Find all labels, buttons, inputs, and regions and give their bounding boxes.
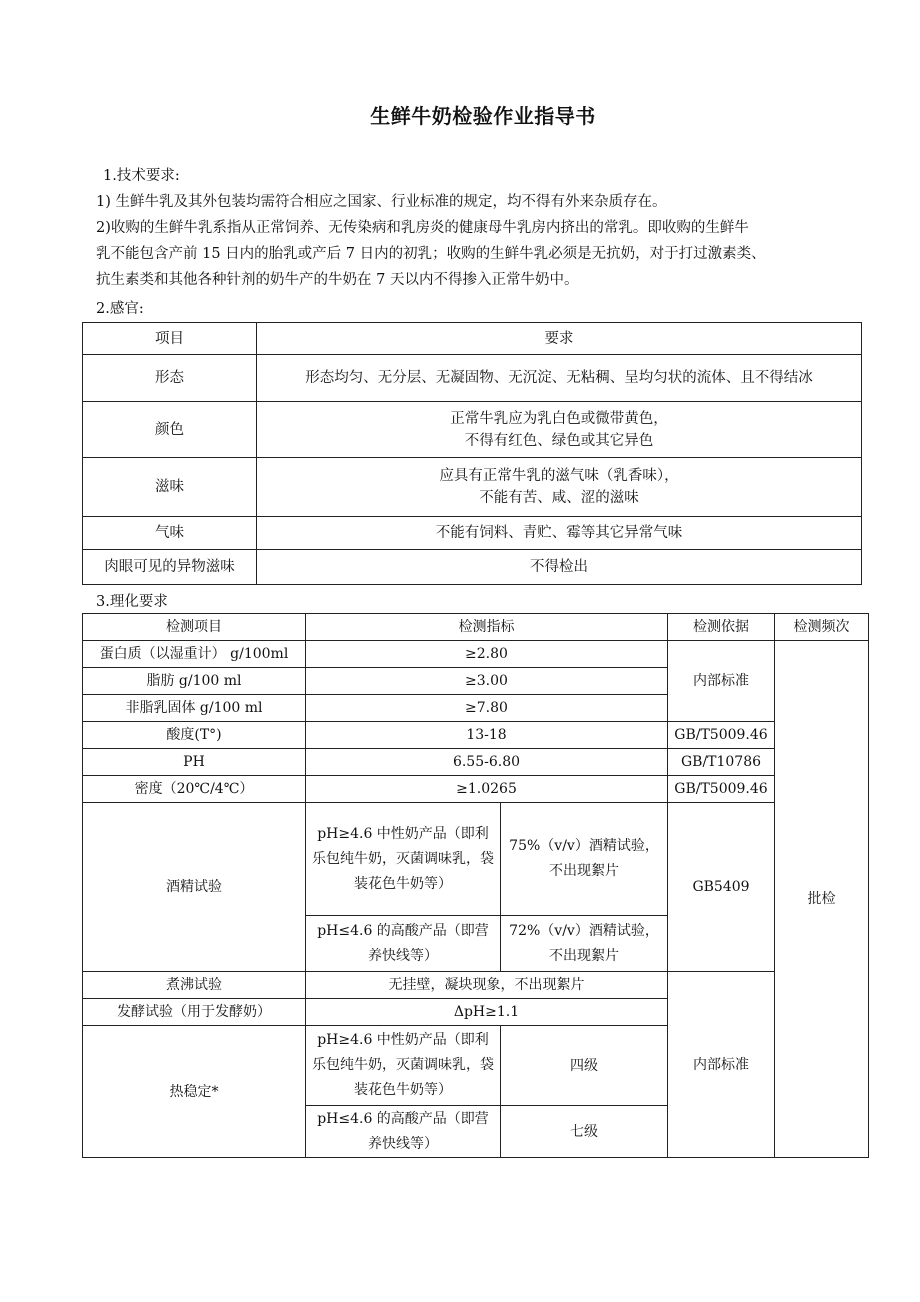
heat-neutral-product: pH≥4.6 中性奶产品（即利乐包纯牛奶，灭菌调味乳，袋装花色牛奶等）	[306, 1026, 501, 1106]
index-density: ≥1.0265	[306, 776, 668, 803]
sensory-item: 肉眼可见的异物滋味	[83, 550, 257, 585]
section1-heading: 1.技术要求:	[103, 168, 180, 184]
requirement-paragraph-2-line1: 2)收购的生鲜牛乳系指从正常饲养、无传染病和乳房炎的健康母牛乳房内挤出的常乳。即收购的生鲜牛	[96, 220, 749, 236]
basis-alcohol: GB5409	[668, 803, 775, 972]
sensory-row-form	[83, 355, 862, 402]
alcohol-acid-product: pH≤4.6 的高酸产品（即营养快线等）	[306, 916, 501, 972]
sensory-header-row	[83, 323, 862, 355]
sensory-item: 气味	[83, 517, 257, 550]
item-protein: 蛋白质（以湿重计） g/100ml	[83, 641, 306, 668]
basis-acidity: GB/T5009.46	[668, 722, 775, 749]
sensory-item: 形态	[83, 355, 257, 402]
index-acidity: 13-18	[306, 722, 668, 749]
basis-density: GB/T5009.46	[668, 776, 775, 803]
sensory-req-line: 正常牛乳应为乳白色或微带黄色，	[450, 410, 668, 427]
row-density	[83, 776, 869, 803]
header-basis: 检测依据	[668, 614, 775, 641]
sensory-table	[82, 322, 862, 585]
item-ferment: 发酵试验（用于发酵奶）	[83, 999, 306, 1026]
row-boiling	[83, 972, 869, 999]
index-ferment: ΔpH≥1.1	[306, 999, 668, 1026]
heat-acid-requirement: 七级	[501, 1106, 668, 1158]
header-item: 项目	[83, 323, 257, 355]
sensory-row-color	[83, 402, 862, 458]
alcohol-neutral-product: pH≥4.6 中性奶产品（即利乐包纯牛奶，灭菌调味乳，袋装花色牛奶等）	[306, 803, 501, 916]
physchem-header-row	[83, 614, 869, 641]
document-title: 生鲜牛奶检验作业指导书	[370, 104, 596, 128]
index-boiling: 无挂壁，凝块现象，不出现絮片	[306, 972, 668, 999]
sensory-req-line: 不得有红色、绿色或其它异色	[464, 432, 654, 449]
header-item: 检测项目	[83, 614, 306, 641]
item-alcohol: 酒精试验	[83, 803, 306, 972]
row-acidity	[83, 722, 869, 749]
requirement-paragraph-2-line3: 抗生素类和其他各种针剂的奶牛产的牛奶在 7 天以内不得掺入正常牛奶中。	[96, 272, 579, 288]
index-snf: ≥7.80	[306, 695, 668, 722]
item-ph: PH	[83, 749, 306, 776]
sensory-req-line: 应具有正常牛乳的滋气味（乳香味），	[439, 468, 679, 484]
frequency-batch: 批检	[775, 641, 869, 1158]
header-requirement: 要求	[257, 323, 862, 355]
alcohol-acid-requirement: 72%（v/v）酒精试验，不出现絮片	[501, 916, 668, 972]
item-acidity: 酸度(T°)	[83, 722, 306, 749]
sensory-row-smell	[83, 517, 862, 550]
header-frequency: 检测频次	[775, 614, 869, 641]
section2-heading: 2.感官:	[96, 301, 144, 317]
header-index: 检测指标	[306, 614, 668, 641]
row-alcohol-neutral	[83, 803, 869, 916]
row-protein	[83, 641, 869, 668]
physchem-table	[82, 613, 869, 1158]
heat-acid-product: pH≤4.6 的高酸产品（即营养快线等）	[306, 1106, 501, 1158]
sensory-row-taste	[83, 458, 862, 517]
alcohol-neutral-requirement: 75%（v/v）酒精试验，不出现絮片	[501, 803, 668, 916]
sensory-row-foreign	[83, 550, 862, 585]
requirement-paragraph-1: 1) 生鲜牛乳及其外包装均需符合相应之国家、行业标准的规定，均不得有外来杂质存在。	[96, 194, 667, 210]
sensory-requirement: 不能有饲料、青贮、霉等其它异常气味	[257, 517, 862, 550]
sensory-item: 颜色	[83, 402, 257, 458]
index-fat: ≥3.00	[306, 668, 668, 695]
index-ph: 6.55-6.80	[306, 749, 668, 776]
sensory-requirement	[257, 402, 862, 458]
sensory-requirement	[257, 458, 862, 517]
sensory-item: 滋味	[83, 458, 257, 517]
basis-internal-1: 内部标准	[668, 641, 775, 722]
item-snf: 非脂乳固体 g/100 ml	[83, 695, 306, 722]
sensory-req-line: 不能有苦、咸、涩的滋味	[479, 490, 639, 506]
section3-heading: 3.理化要求	[96, 594, 168, 610]
basis-ph: GB/T10786	[668, 749, 775, 776]
item-fat: 脂肪 g/100 ml	[83, 668, 306, 695]
item-heat: 热稳定*	[83, 1026, 306, 1158]
item-density: 密度（20℃/4℃）	[83, 776, 306, 803]
index-protein: ≥2.80	[306, 641, 668, 668]
basis-internal-2: 内部标准	[668, 972, 775, 1158]
sensory-requirement	[257, 355, 862, 402]
row-ph	[83, 749, 869, 776]
heat-neutral-requirement: 四级	[501, 1026, 668, 1106]
item-boiling: 煮沸试验	[83, 972, 306, 999]
requirement-paragraph-2-line2: 乳不能包含产前 15 日内的胎乳或产后 7 日内的初乳；收购的生鲜牛乳必须是无抗奶，对于打过激素类、	[96, 246, 766, 262]
sensory-requirement: 不得检出	[257, 550, 862, 585]
sensory-req-line: 形态均匀、无分层、无凝固物、无沉淀、无粘稠、呈均匀状的流体、且不得结冰	[305, 370, 813, 386]
